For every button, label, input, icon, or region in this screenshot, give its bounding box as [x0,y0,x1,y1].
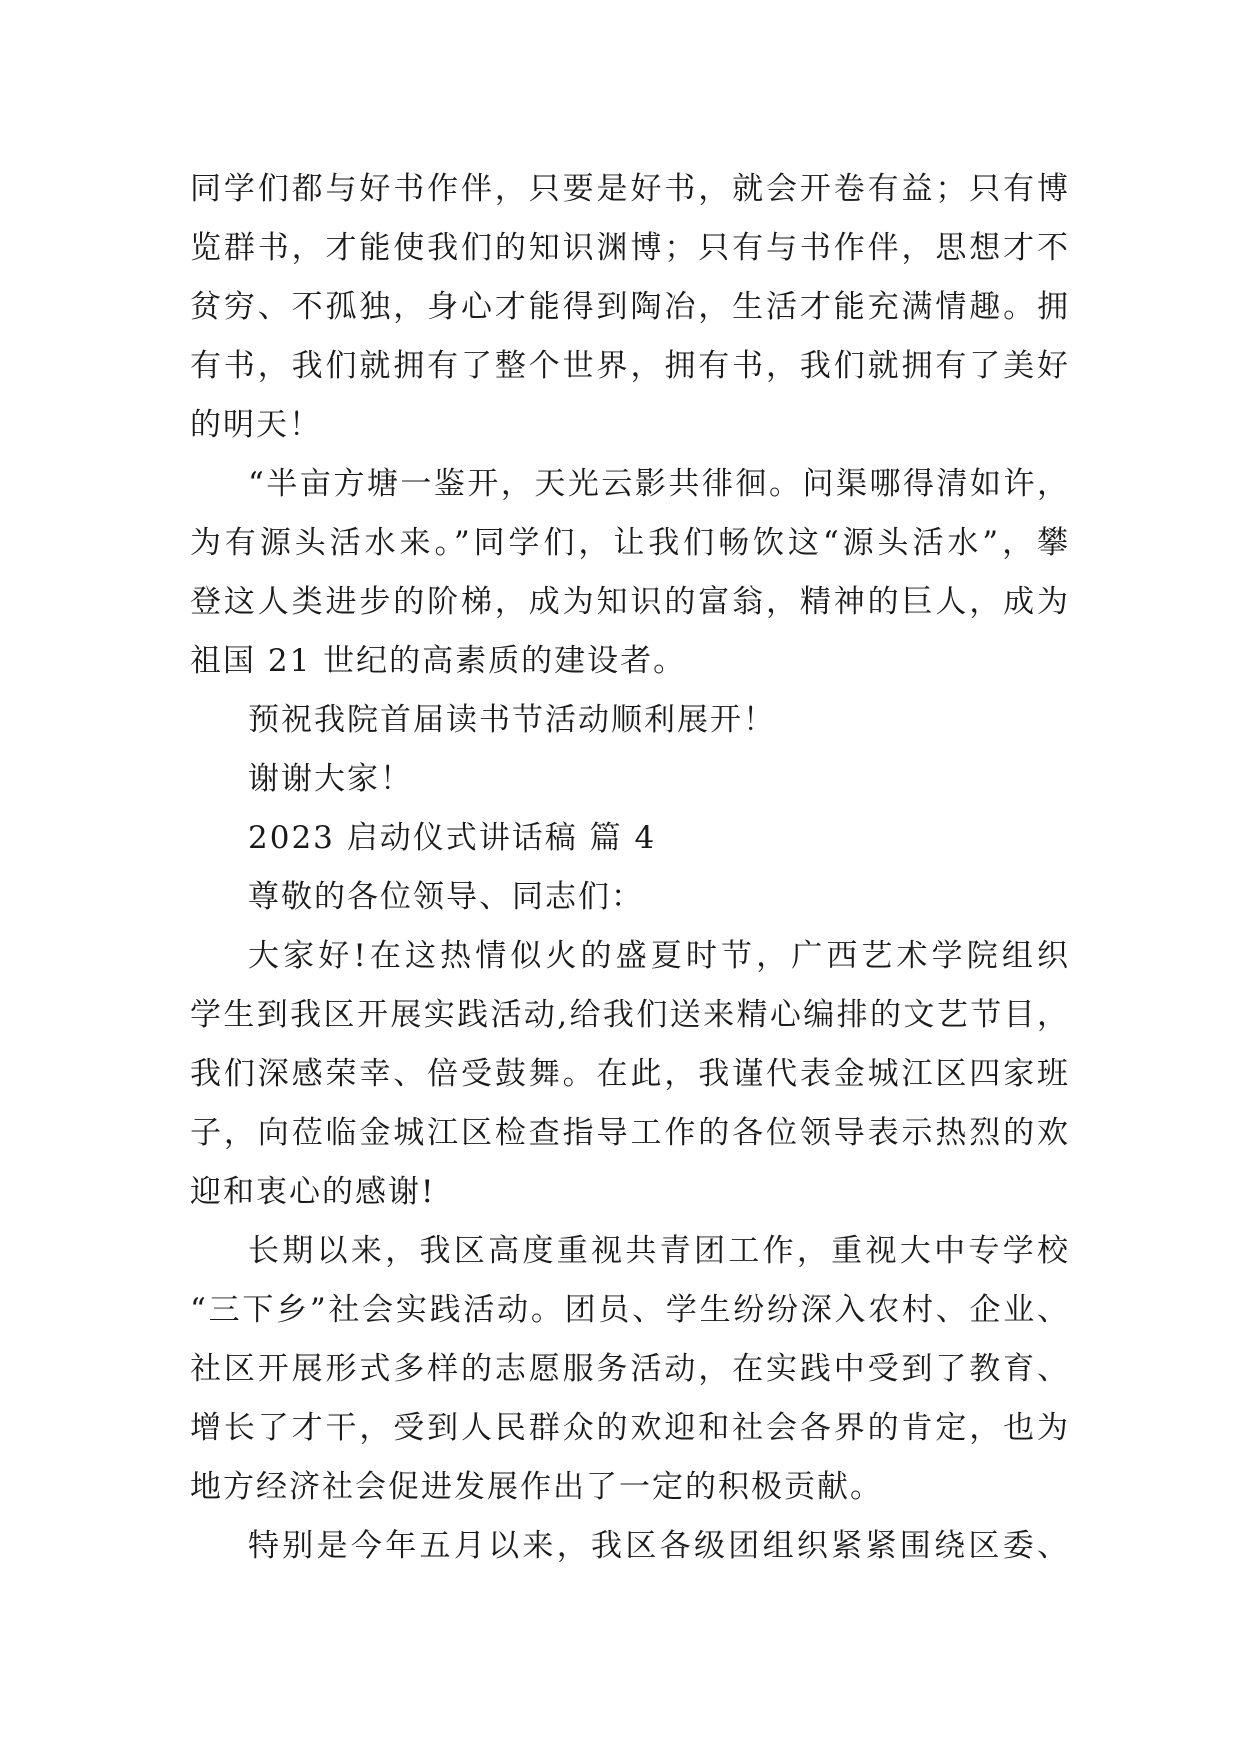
paragraph-2 [190,455,1070,691]
text-line: 的明天！ [190,407,322,443]
salutation [190,868,1070,927]
text-line: 长期以来，我区高度重视共青团工作，重视大中专学校 [248,1233,1070,1269]
text-line: 子，向莅临金城江区检查指导工作的各位领导表示热烈的欢 [190,1115,1070,1151]
paragraph-1 [190,160,1070,455]
text-line: 2023 启动仪式讲话稿 篇 4 [248,820,657,856]
text-line: 览群书，才能使我们的知识渊博；只有与书作伴，思想才不 [190,230,1070,266]
paragraph-9 [190,1517,1070,1576]
paragraph-8 [190,1222,1070,1517]
text-line: 迎和衷心的感谢! [190,1174,436,1210]
document-body [190,160,1070,1576]
text-line: 大家好!在这热情似火的盛夏时节，广西艺术学院组织 [248,938,1070,974]
text-line: “三下乡”社会实践活动。团员、学生纷纷深入农村、企业、 [190,1292,1070,1328]
text-line: 学生到我区开展实践活动,给我们送来精心编排的文艺节目， [190,997,1070,1033]
paragraph-7 [190,927,1070,1222]
text-line: 贫穷、不孤独，身心才能得到陶冶，生活才能充满情趣。拥 [190,289,1070,325]
paragraph-4 [190,750,1070,809]
text-line: 增长了才干，受到人民群众的欢迎和社会各界的肯定，也为 [190,1410,1070,1446]
text-line: 谢谢大家！ [248,761,413,797]
paragraph-3 [190,691,1070,750]
text-line: 地方经济社会促进发展作出了一定的积极贡献。 [190,1469,883,1505]
text-line: 有书，我们就拥有了整个世界，拥有书，我们就拥有了美好 [190,348,1070,384]
text-line: 尊敬的各位领导、同志们： [248,879,644,915]
text-line: 登这人类进步的阶梯，成为知识的富翁，精神的巨人，成为 [190,584,1070,620]
text-line: 预祝我院首届读书节活动顺利展开！ [248,702,776,738]
text-line: “半亩方塘一鉴开，天光云影共徘徊。问渠哪得清如许， [248,466,1070,502]
text-line: 社区开展形式多样的志愿服务活动，在实践中受到了教育、 [190,1351,1070,1387]
text-line: 我们深感荣幸、倍受鼓舞。在此，我谨代表金城江区四家班 [190,1056,1070,1092]
section-heading [190,809,1070,868]
text-line: 特别是今年五月以来，我区各级团组织紧紧围绕区委、 [248,1528,1070,1564]
text-line: 祖国 21 世纪的高素质的建设者。 [190,643,687,679]
text-line: 同学们都与好书作伴，只要是好书，就会开卷有益；只有博 [190,171,1070,207]
text-line: 为有源头活水来。”同学们，让我们畅饮这“源头活水”，攀 [190,525,1070,561]
